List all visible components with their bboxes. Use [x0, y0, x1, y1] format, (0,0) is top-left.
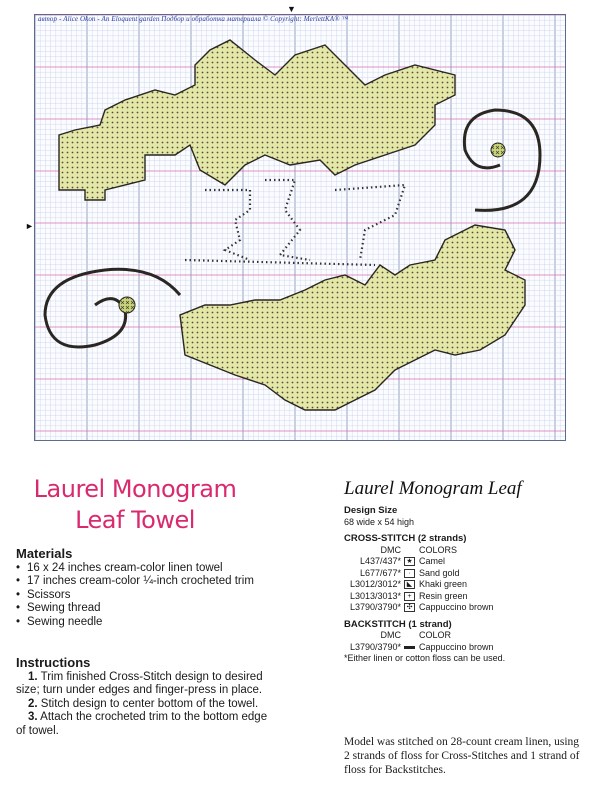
dmc-code: L437/437* [359, 556, 401, 566]
list-item: • Sewing needle [16, 616, 266, 630]
design-size-heading: Design Size [344, 505, 398, 516]
dmc-code: L3790/3790* [349, 602, 401, 612]
color-key [344, 505, 584, 665]
color-name: Cappuccino brown [419, 602, 494, 612]
list-item: • Scissors [16, 589, 266, 603]
dmc-code: L3013/3013* [349, 590, 401, 601]
copyright-credit: автор - Alice Okon - An Eloquent garden Подбор и обработка материала © Copyright: MerlettKA® ™ [38, 15, 349, 23]
plus-symbol-icon: + [404, 592, 415, 601]
step-text: Stitch design to center bottom of the towel. [40, 697, 259, 710]
key-row [344, 591, 584, 603]
chart-graphic [35, 15, 565, 440]
key-row [344, 579, 584, 591]
leaf-bottom [180, 225, 525, 410]
key-row [344, 642, 584, 654]
cross-stitch-heading: CROSS-STITCH (2 strands) [344, 533, 467, 544]
star-symbol-icon: ★ [404, 557, 415, 566]
backstitch-column-headers [344, 630, 584, 642]
dmc-code: L3790/3790* [349, 641, 401, 652]
list-item: • 17 inches cream-color ¼-inch crocheted trim [16, 575, 266, 589]
color-name: Resin green [419, 590, 468, 601]
backstitch-line-icon [404, 646, 415, 649]
step-number: 1. [28, 670, 38, 683]
design-size-value: 68 wide x 54 high [344, 516, 415, 527]
cross-stitch-column-headers [344, 545, 584, 557]
key-row [344, 602, 584, 614]
colors-column-header: COLORS [419, 544, 458, 555]
center-arrow-top-icon: ▼ [287, 4, 296, 14]
instruction-step [16, 698, 271, 712]
color-name: Camel [419, 556, 446, 566]
dmc-code: L3012/3012* [349, 579, 401, 589]
step-number: 3. [28, 711, 38, 723]
instruction-step [16, 671, 271, 698]
materials-heading: Materials [16, 546, 73, 561]
instruction-step [16, 711, 271, 738]
cross-stitch-chart [34, 14, 566, 441]
project-title-line-1: Laurel Monogram [33, 475, 237, 503]
project-title-line-2: Leaf Towel [75, 506, 195, 534]
half-fill-symbol-icon: ◣ [404, 580, 415, 589]
dot-symbol-icon: · [404, 569, 415, 578]
step-text: Trim finished Cross-Stitch design to desired size; turn under edges and finger-press in place. [16, 670, 263, 696]
swirl-top-right [464, 110, 540, 210]
instructions-section [16, 656, 271, 738]
color-name: Sand gold [419, 567, 460, 578]
key-row [344, 568, 584, 580]
step-number: 2. [28, 697, 38, 710]
project-title [10, 474, 260, 536]
materials-list [16, 562, 266, 630]
cross-flower-symbol-icon: ✣ [404, 603, 415, 612]
color-column-header: COLOR [419, 630, 452, 640]
list-item: • 16 x 24 inches cream-color linen towel [16, 562, 266, 576]
list-item: • Sewing thread [16, 602, 266, 616]
dmc-column-header: DMC [380, 630, 401, 640]
instructions-heading: Instructions [16, 655, 91, 670]
center-arrow-left-icon: ► [25, 221, 34, 231]
backstitch-heading: BACKSTITCH (1 strand) [344, 618, 452, 630]
floss-footnote: *Either linen or cotton floss can be used. [344, 653, 506, 663]
dmc-column-header: DMC [380, 544, 401, 555]
dmc-code: L677/677* [359, 567, 401, 578]
color-name: Cappuccino brown [419, 641, 494, 652]
materials-section [16, 547, 266, 629]
step-text: Attach the crocheted trim to the bottom edge of towel. [16, 711, 268, 737]
model-note: Model was stitched on 28-count cream linen, using 2 strands of floss for Cross-Stitches and 1 strand of floss for Backstitches. [344, 736, 580, 776]
key-row [344, 556, 584, 568]
chart-title: Laurel Monogram Leaf [344, 478, 522, 499]
color-name: Khaki green [419, 579, 468, 589]
